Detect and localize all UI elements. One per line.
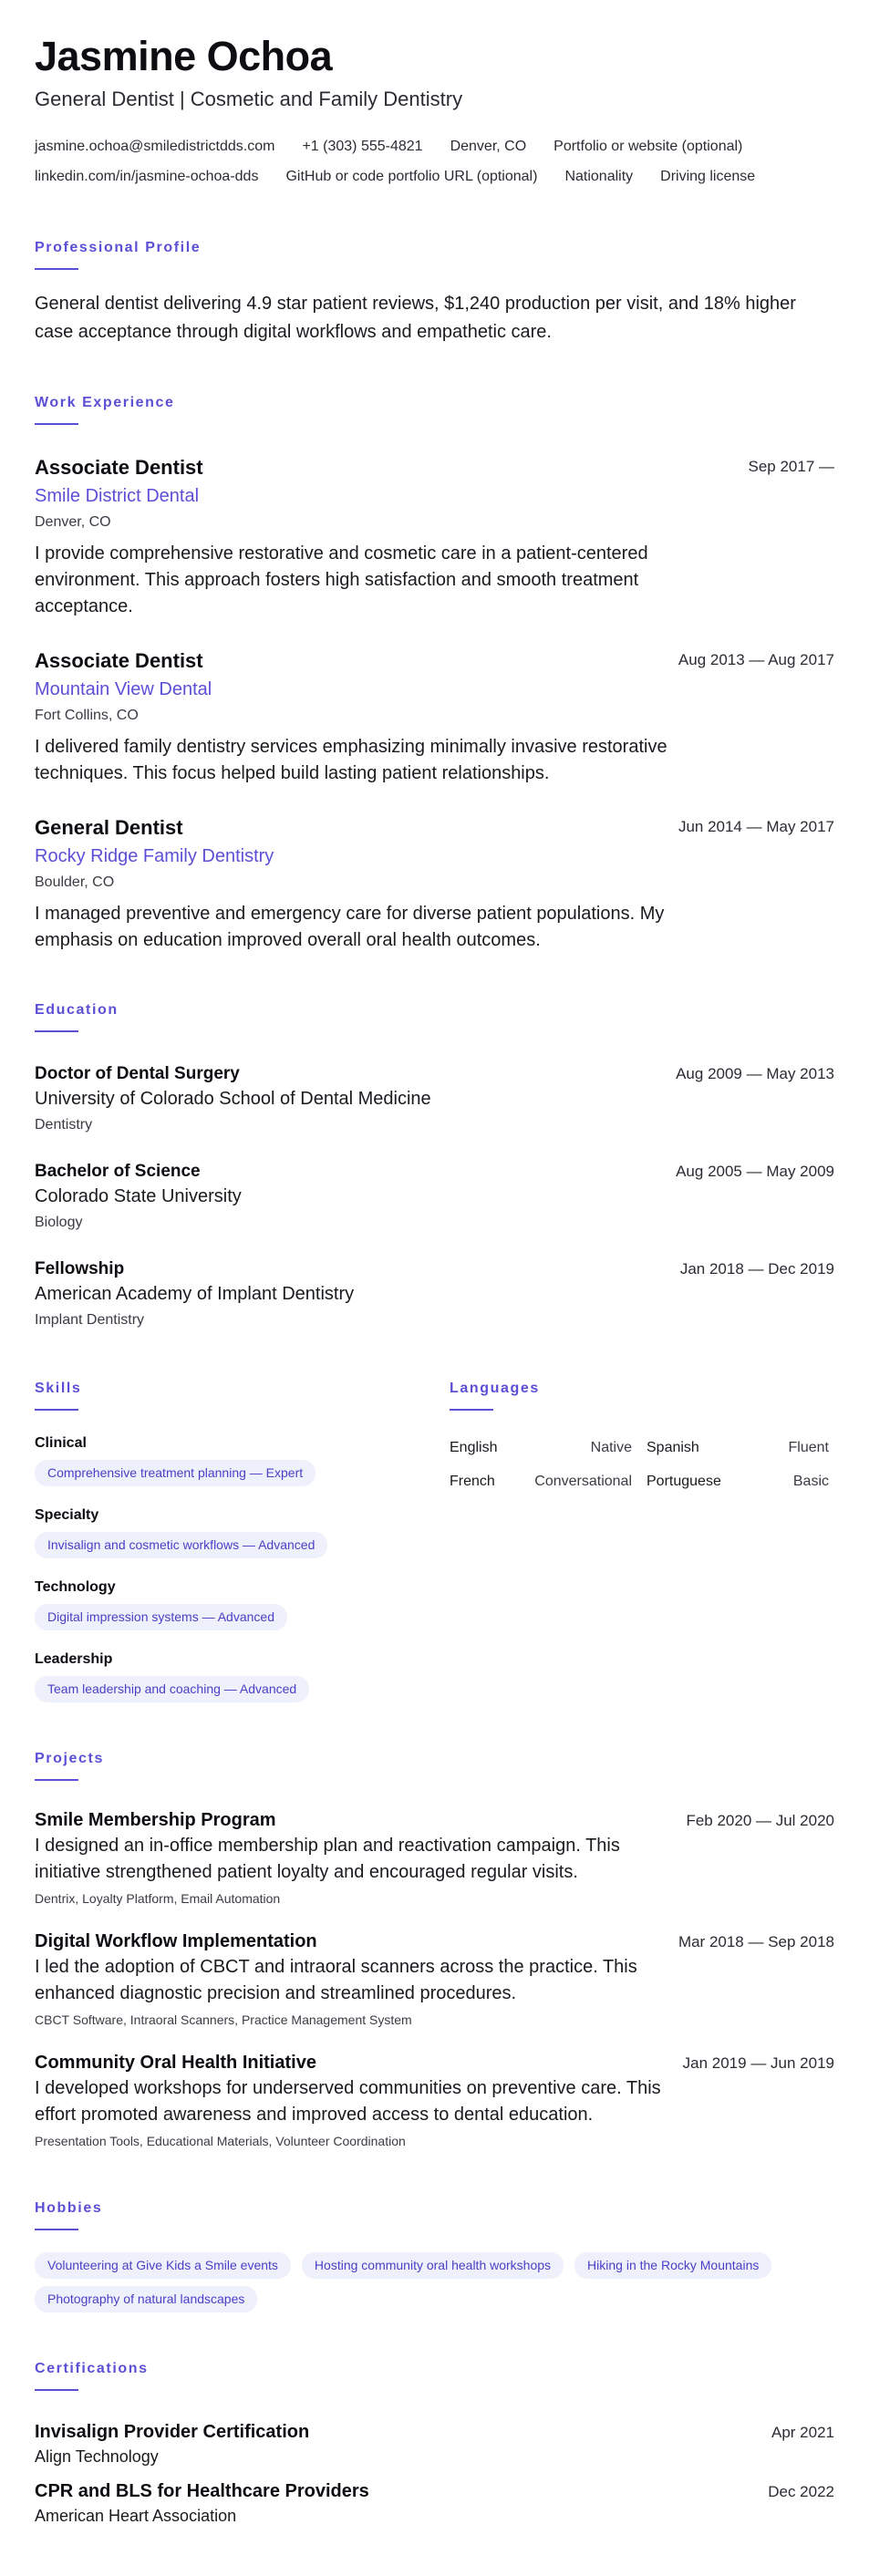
job-description: I delivered family dentistry services emphasizing minimally invasive restorative techniques. This focus helped build lasting patient relationships. [35, 737, 667, 783]
project-title: Digital Workflow Implementation [35, 1931, 317, 1951]
section-heading: Professional Profile [35, 240, 202, 255]
job-entry [35, 454, 834, 620]
job-description: I provide comprehensive restorative and cosmetic care in a patient-centered environment. This approach fosters high satisfaction and smooth treatment acceptance. [35, 543, 648, 616]
education-entry [35, 1159, 834, 1235]
certification-entry [35, 2420, 834, 2468]
section-heading: Skills [35, 1381, 82, 1396]
certification-name: CPR and BLS for Healthcare Providers [35, 2481, 369, 2501]
education-entry [35, 1061, 834, 1137]
language-name: Spanish [647, 1440, 699, 1455]
project-entry [35, 2051, 834, 2152]
education-field: Biology [35, 1215, 83, 1230]
job-company: Rocky Ridge Family Dentistry [35, 846, 274, 866]
section-heading: Certifications [35, 2361, 149, 2376]
education-field: Implant Dentistry [35, 1312, 145, 1328]
profile-section [35, 239, 834, 347]
skill-category: Technology [35, 1579, 116, 1595]
languages-section [450, 1380, 834, 1702]
language-item [450, 1468, 632, 1495]
job-title: General Dentist [35, 816, 183, 839]
section-heading: Languages [450, 1381, 540, 1396]
language-level: Native [590, 1440, 632, 1455]
certifications-section [35, 2360, 834, 2528]
language-level: Fluent [788, 1440, 829, 1455]
education-degree: Bachelor of Science [35, 1162, 201, 1181]
skill-category: Specialty [35, 1507, 99, 1523]
job-title: Associate Dentist [35, 649, 203, 672]
hobby-tag: Hosting community oral health workshops [302, 2252, 564, 2279]
education-degree: Fellowship [35, 1259, 125, 1278]
project-title: Community Oral Health Initiative [35, 2053, 316, 2073]
project-description: I developed workshops for underserved communities on preventive care. This effort promoted awareness and improved access to dental education. [35, 2078, 661, 2125]
job-location: Denver, CO [35, 514, 111, 530]
candidate-title: General Dentist | Cosmetic and Family Dentistry [35, 88, 463, 110]
job-entry [35, 647, 834, 787]
skill-tag: Invisalign and cosmetic workflows — Advanced [35, 1532, 327, 1558]
section-heading: Hobbies [35, 2200, 103, 2216]
language-name: French [450, 1474, 495, 1489]
resume-header [35, 33, 834, 191]
section-divider [35, 423, 78, 425]
certification-date: Apr 2021 [771, 2424, 834, 2441]
language-item [647, 1468, 829, 1495]
job-title: Associate Dentist [35, 456, 203, 479]
education-field: Dentistry [35, 1117, 93, 1133]
section-divider [35, 2229, 78, 2230]
hobby-tag: Hiking in the Rocky Mountains [574, 2252, 771, 2279]
education-dates: Aug 2005 — May 2009 [676, 1163, 834, 1180]
skill-tag: Digital impression systems — Advanced [35, 1604, 287, 1630]
education-school: Colorado State University [35, 1186, 242, 1206]
skills-section [35, 1380, 450, 1702]
job-dates: Aug 2013 — Aug 2017 [678, 651, 834, 668]
job-dates: Jun 2014 — May 2017 [678, 818, 834, 835]
language-item [450, 1434, 632, 1461]
skill-group [35, 1649, 450, 1702]
skill-group [35, 1505, 450, 1558]
contact-github[interactable]: GitHub or code portfolio URL (optional) [285, 169, 538, 184]
section-divider [35, 1779, 78, 1781]
project-technologies: Presentation Tools, Educational Materials, Volunteer Coordination [35, 2134, 406, 2148]
education-dates: Jan 2018 — Dec 2019 [679, 1260, 834, 1278]
project-entry [35, 1929, 834, 2031]
section-divider [35, 1409, 78, 1411]
job-location: Fort Collins, CO [35, 708, 139, 723]
contact-location: Denver, CO [450, 139, 527, 154]
project-dates: Feb 2020 — Jul 2020 [686, 1812, 834, 1829]
contact-driving-license: Driving license [660, 169, 756, 184]
education-school: University of Colorado School of Dental Medicine [35, 1089, 431, 1109]
section-heading: Education [35, 1002, 119, 1018]
experience-section [35, 394, 834, 954]
language-name: English [450, 1440, 498, 1455]
project-description: I designed an in-office membership plan and reactivation campaign. This initiative strengthened patient loyalty and encouraged regular visits. [35, 1836, 620, 1882]
skill-group [35, 1577, 450, 1630]
job-entry [35, 814, 834, 954]
education-entry [35, 1257, 834, 1332]
job-location: Boulder, CO [35, 874, 115, 890]
contact-email[interactable]: jasmine.ochoa@smiledistrictdds.com [35, 139, 275, 154]
hobby-tag: Photography of natural landscapes [35, 2286, 257, 2312]
hobby-list [35, 2252, 834, 2312]
job-dates: Sep 2017 — [748, 458, 834, 475]
profile-summary: General dentist delivering 4.9 star patient reviews, $1,240 production per visit, and 18% higher case acceptance through digital workflows and empathetic care. [35, 294, 796, 342]
skill-tag: Team leadership and coaching — Advanced [35, 1676, 309, 1702]
project-description: I led the adoption of CBCT and intraoral scanners across the practice. This enhanced diagnostic precision and streamlined procedures. [35, 1957, 637, 2003]
certification-entry [35, 2479, 834, 2528]
skill-category: Clinical [35, 1435, 87, 1451]
project-technologies: CBCT Software, Intraoral Scanners, Practice Management System [35, 2012, 412, 2027]
job-description: I managed preventive and emergency care for diverse patient populations. My emphasis on education improved overall oral health outcomes. [35, 904, 665, 950]
project-dates: Mar 2018 — Sep 2018 [678, 1933, 834, 1950]
skill-group [35, 1433, 450, 1486]
education-section [35, 1001, 834, 1332]
education-dates: Aug 2009 — May 2013 [676, 1065, 834, 1082]
skills-languages-row [35, 1380, 834, 1702]
contact-nationality: Nationality [564, 169, 634, 184]
candidate-name: Jasmine Ochoa [35, 33, 333, 79]
section-heading: Projects [35, 1751, 104, 1766]
language-level: Basic [792, 1474, 829, 1489]
project-entry [35, 1808, 834, 1909]
language-list [450, 1434, 834, 1495]
section-divider [35, 2389, 78, 2391]
certification-issuer: American Heart Association [35, 2507, 237, 2525]
project-technologies: Dentrix, Loyalty Platform, Email Automation [35, 1891, 281, 1906]
language-item [647, 1434, 829, 1461]
skill-tag: Comprehensive treatment planning — Expert [35, 1460, 316, 1486]
projects-section [35, 1750, 834, 2152]
language-level: Conversational [534, 1474, 632, 1489]
job-company: Mountain View Dental [35, 679, 212, 699]
hobbies-section [35, 2199, 834, 2312]
certification-name: Invisalign Provider Certification [35, 2422, 310, 2442]
project-dates: Jan 2019 — Jun 2019 [682, 2054, 834, 2072]
contact-phone[interactable]: +1 (303) 555-4821 [302, 139, 423, 154]
section-divider [35, 1030, 78, 1032]
contact-portfolio[interactable]: Portfolio or website (optional) [553, 139, 743, 154]
education-degree: Doctor of Dental Surgery [35, 1064, 240, 1083]
skill-category: Leadership [35, 1651, 113, 1667]
education-school: American Academy of Implant Dentistry [35, 1284, 355, 1304]
project-title: Smile Membership Program [35, 1810, 276, 1830]
certification-date: Dec 2022 [768, 2483, 834, 2500]
language-name: Portuguese [647, 1474, 721, 1489]
hobby-tag: Volunteering at Give Kids a Smile events [35, 2252, 291, 2279]
contact-linkedin[interactable]: linkedin.com/in/jasmine-ochoa-dds [35, 169, 259, 184]
section-heading: Work Experience [35, 395, 175, 410]
section-divider [450, 1409, 493, 1411]
certification-issuer: Align Technology [35, 2447, 159, 2466]
section-divider [35, 268, 78, 270]
contact-list [35, 131, 834, 191]
job-company: Smile District Dental [35, 486, 200, 506]
